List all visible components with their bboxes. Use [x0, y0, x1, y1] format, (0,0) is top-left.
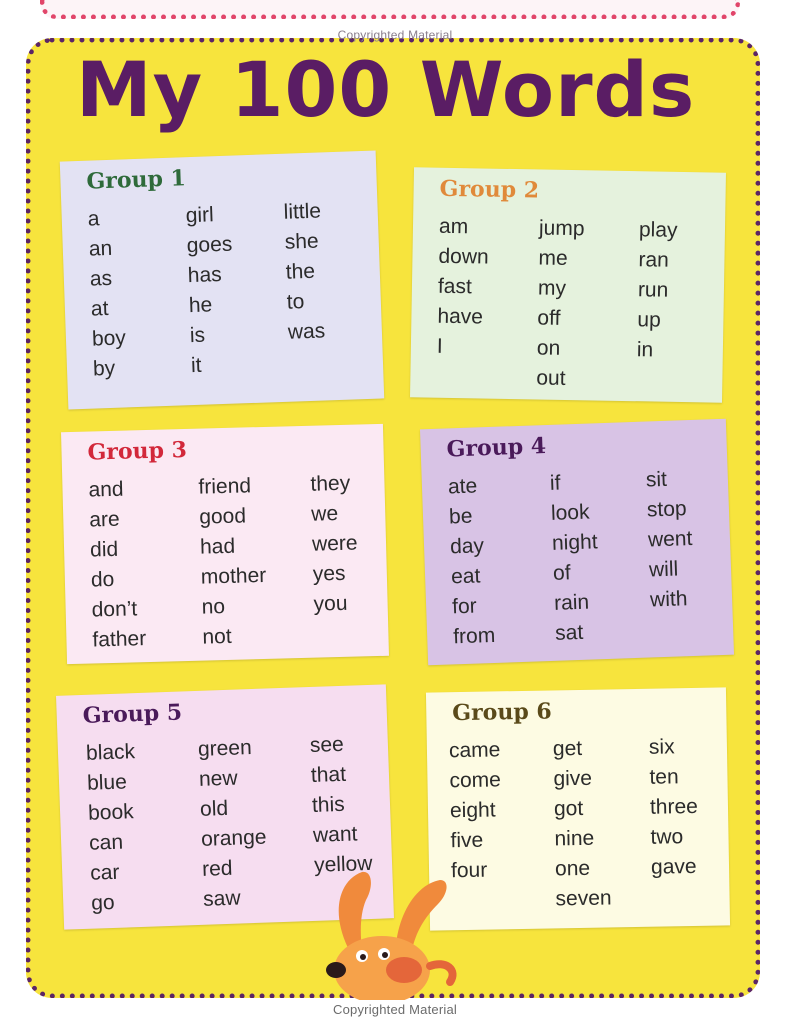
word: we: [310, 502, 339, 526]
word: of: [552, 561, 571, 585]
word: is: [189, 323, 206, 348]
word: ran: [638, 248, 670, 272]
word-column: [553, 733, 612, 914]
word: did: [89, 537, 119, 562]
word: see: [309, 732, 345, 757]
group-card-1: [60, 151, 384, 410]
word: it: [190, 353, 202, 378]
word: car: [89, 860, 120, 885]
word: day: [449, 534, 485, 559]
word: not: [202, 624, 232, 649]
word: blue: [86, 770, 128, 795]
word: eat: [450, 564, 481, 589]
word: if: [549, 471, 561, 495]
group-card-2: [410, 167, 726, 402]
word: stop: [646, 497, 688, 522]
word-column: [197, 733, 269, 915]
word: have: [437, 304, 484, 329]
word: sat: [554, 620, 584, 645]
word-column: [309, 729, 373, 881]
word: sit: [645, 467, 668, 492]
group-title: Group 5: [82, 699, 183, 729]
word: boy: [91, 326, 127, 351]
word: jump: [538, 216, 585, 241]
word: come: [449, 768, 502, 793]
word: good: [198, 504, 247, 529]
word: and: [88, 477, 124, 502]
word: came: [448, 738, 501, 763]
word: had: [199, 534, 236, 559]
word: he: [188, 293, 213, 318]
word: four: [450, 858, 488, 883]
word: yes: [312, 561, 346, 586]
word: this: [311, 792, 346, 817]
word-column: [86, 737, 141, 919]
word: two: [650, 825, 684, 849]
word: on: [536, 336, 561, 360]
word: an: [88, 236, 113, 261]
word: six: [648, 735, 675, 759]
top-decorative-strip: [40, 0, 740, 19]
word: was: [287, 319, 326, 344]
word: three: [649, 794, 699, 819]
group-title: Group 1: [86, 165, 187, 195]
word: a: [87, 207, 100, 231]
word-column: [645, 464, 695, 615]
word: five: [450, 828, 484, 853]
word: for: [451, 594, 478, 619]
word: the: [285, 259, 316, 284]
word: I: [436, 334, 443, 358]
word: nine: [554, 826, 595, 851]
word-column: [88, 474, 146, 655]
word-column: [185, 200, 237, 381]
word: eight: [449, 798, 496, 823]
word: black: [85, 740, 136, 765]
word: are: [89, 507, 120, 532]
word: down: [438, 244, 489, 269]
word: do: [90, 567, 115, 592]
word: give: [553, 766, 593, 791]
word: they: [310, 471, 351, 496]
word: you: [313, 591, 348, 616]
word: rain: [553, 590, 590, 615]
word-column: [536, 213, 585, 394]
word: go: [90, 890, 116, 915]
word: new: [198, 766, 238, 791]
group-title: Group 3: [87, 436, 188, 466]
word: fast: [437, 274, 473, 299]
word: up: [637, 308, 661, 332]
word: ate: [447, 474, 478, 499]
word: were: [311, 531, 358, 556]
word: night: [551, 530, 598, 555]
word: has: [187, 263, 223, 288]
word: gave: [650, 854, 697, 879]
word-column: [198, 471, 268, 653]
word: went: [647, 526, 693, 552]
word: don’t: [91, 597, 138, 622]
word: am: [438, 214, 469, 239]
copyright-top: Copyrighted Material: [337, 28, 453, 42]
word-column: [449, 735, 503, 886]
group-card-3: [61, 424, 389, 664]
word: book: [87, 800, 135, 825]
word-column: [637, 215, 678, 366]
word: by: [92, 356, 116, 381]
word: at: [90, 296, 109, 321]
word: will: [648, 557, 679, 582]
word: run: [637, 278, 669, 302]
word: to: [286, 290, 305, 314]
word-column: [649, 732, 699, 883]
dog-illustration: [300, 870, 470, 1000]
word: out: [536, 366, 566, 390]
word: get: [552, 736, 583, 761]
word: with: [649, 587, 688, 612]
group-card-4: [420, 419, 734, 666]
word-column: [87, 203, 127, 384]
word: from: [452, 623, 496, 649]
word: red: [201, 856, 233, 881]
word: me: [538, 246, 568, 270]
word: green: [197, 736, 253, 761]
word: little: [283, 199, 322, 224]
word: got: [553, 796, 584, 821]
word: can: [88, 830, 124, 855]
word-column: [447, 471, 495, 652]
word: look: [550, 500, 590, 525]
word-column: [437, 212, 490, 363]
word: orange: [200, 825, 267, 851]
word: in: [636, 338, 654, 362]
word: play: [638, 218, 678, 242]
group-title: Group 6: [452, 698, 552, 727]
word: ten: [649, 765, 679, 789]
word: mother: [200, 563, 267, 589]
word: want: [312, 822, 358, 847]
copyright-bottom: Copyrighted Material: [333, 1002, 457, 1017]
word: she: [284, 229, 319, 254]
word-column: [549, 467, 601, 648]
word: my: [537, 276, 567, 300]
word: as: [89, 266, 113, 291]
page-title: My 100 Words: [76, 45, 696, 134]
word: old: [199, 796, 229, 821]
word: one: [554, 856, 591, 881]
group-title: Group 2: [439, 175, 540, 204]
word: seven: [555, 886, 612, 911]
word: be: [448, 504, 473, 529]
word-column: [310, 469, 359, 620]
word: girl: [185, 203, 215, 228]
word: saw: [202, 886, 241, 911]
word: yellow: [313, 851, 373, 877]
word: off: [537, 306, 561, 330]
word: father: [92, 627, 147, 652]
group-card-6: [426, 687, 730, 930]
word: no: [201, 595, 226, 619]
word-column: [283, 197, 326, 348]
group-title: Group 4: [446, 433, 547, 463]
word: that: [310, 762, 347, 787]
word: goes: [186, 232, 233, 258]
word: friend: [198, 474, 252, 499]
